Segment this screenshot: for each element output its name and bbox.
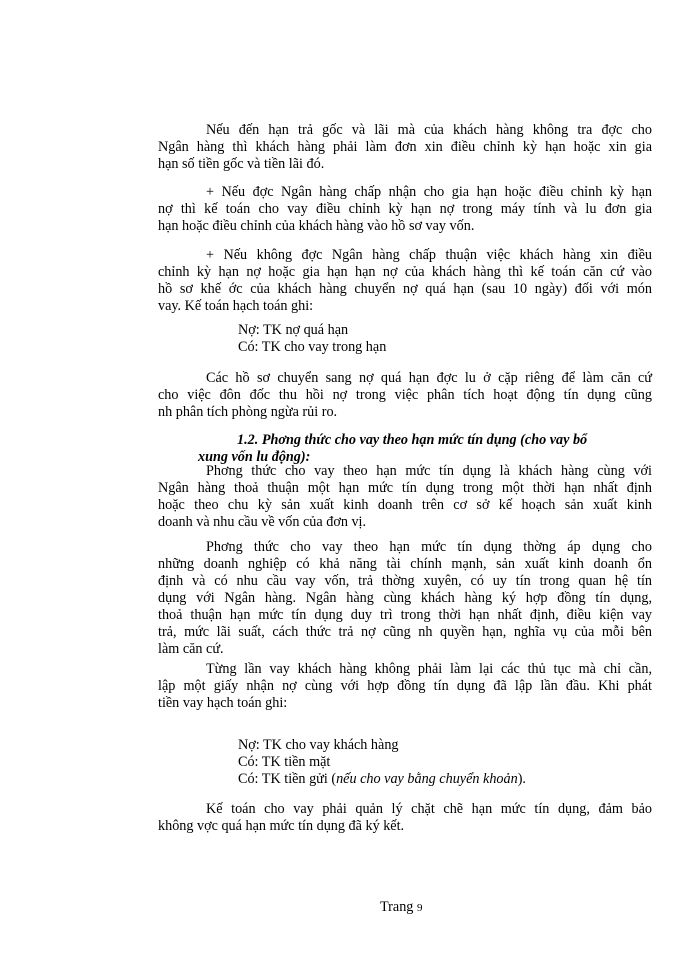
text-line: Phơng thức cho vay theo hạn mức tín dụng là khách hàng cùng với	[206, 463, 652, 479]
paragraph-if-approved	[158, 184, 652, 235]
page-number: 9	[416, 902, 423, 914]
text-line: doanh và nhu cầu về vốn của đơn vị.	[158, 514, 367, 530]
text-line: chỉnh kỳ hạn nợ hoặc gia hạn hạn nợ của khách hàng thì kế toán căn cứ vào	[158, 264, 652, 280]
text-line: dụng với Ngân hàng. Ngân hàng cùng khách hàng ký hợp đồng tín dụng,	[158, 590, 652, 606]
text-line: hoặc theo chu kỳ sản xuất kinh doanh trên cơ sở kế hoạch sản xuất kinh	[158, 497, 652, 513]
credit-line: Có: TK tiền mặt	[238, 754, 331, 770]
text-line: Ngân hàng thoả thuận một hạn mức tín dụng trong một thời hạn nhất định	[158, 480, 652, 496]
text-line: không vợc quá hạn mức tín dụng đã ký kết.	[158, 818, 405, 834]
text-line: Nếu đến hạn trả gốc và lãi mà của khách hàng không tra đợc cho	[206, 122, 652, 138]
accounting-entry-overdue	[238, 322, 386, 356]
section-heading	[158, 432, 652, 466]
credit-line	[238, 771, 526, 788]
text-line: nợ thì kế toán cho vay điều chỉnh kỳ hạn nợ trong máy tính và lu đơn gia	[158, 201, 652, 217]
text-line: làm căn cứ.	[158, 641, 224, 657]
text-line: hồ sơ khế ớc của khách hàng chuyển nợ quá hạn (sau 10 ngày) đối với món	[158, 281, 652, 297]
text-line: Ngân hàng thì khách hàng phải làm đơn xin điều chỉnh kỳ hạn hoặc xin gia	[158, 139, 652, 155]
text-line: định và có nhu cầu vay vốn, trả thờng xuyên, có uy tín trong quan hệ tín	[158, 573, 652, 589]
text-line: cho việc đôn đốc thu hồi nợ trong việc phân tích hoạt động tín dụng cũng	[158, 387, 652, 403]
paragraph-applicable-businesses	[158, 539, 652, 658]
paragraph-each-loan	[158, 661, 652, 712]
paragraph-if-not-approved	[158, 247, 652, 315]
heading-line: xung vốn lu động):	[198, 449, 311, 465]
text-line: Các hồ sơ chuyển sang nợ quá hạn đợc lu ở cặp riêng để làm căn cứ	[206, 370, 652, 386]
accounting-entry-disbursement	[238, 737, 526, 788]
text-line: thoả thuận hạn mức tín dụng duy trì trong thời hạn nhất định, điều kiện vay	[158, 607, 652, 623]
text-line: tiền vay hạch toán ghi:	[158, 695, 288, 711]
text-line: hạn hoặc điều chỉnh của khách hàng vào hồ sơ vay vốn.	[158, 218, 475, 234]
text-line: Kế toán cho vay phải quản lý chặt chẽ hạn mức tín dụng, đảm bảo	[206, 801, 652, 817]
text-line: Phơng thức cho vay theo hạn mức tín dụng thờng áp dụng cho	[206, 539, 652, 555]
text-line: Từng lần vay khách hàng không phải làm lại các thủ tục mà chỉ cần,	[206, 661, 652, 677]
text-line: lập một giấy nhận nợ cùng với hợp đồng tín dụng đã lập lần đầu. Khi phát	[158, 678, 652, 694]
text-line: + Nếu đợc Ngân hàng chấp nhận cho gia hạn hoặc điều chỉnh kỳ hạn	[206, 184, 652, 200]
paragraph-overdue-files	[158, 370, 652, 421]
credit-suffix: ).	[517, 771, 526, 787]
text-line: hạn số tiền gốc và tiền lãi đó.	[158, 156, 325, 172]
text-line: vay. Kế toán hạch toán ghi:	[158, 298, 314, 314]
credit-prefix: Có: TK tiền gửi (	[238, 771, 337, 787]
page-label: Trang	[380, 899, 414, 915]
paragraph-credit-line-method	[158, 463, 652, 531]
page-footer	[380, 899, 422, 916]
paragraph-overdue-intro	[158, 122, 652, 173]
text-line: những doanh nghiệp có khả năng tài chính mạnh, sản xuất kinh doanh ổn	[158, 556, 652, 572]
credit-line: Có: TK cho vay trong hạn	[238, 339, 387, 355]
heading-line: 1.2. Phơng thức cho vay theo hạn mức tín dụng (cho vay bổ	[237, 432, 588, 448]
debit-line: Nợ: TK nợ quá hạn	[238, 322, 349, 338]
text-line: trả, mức lãi suất, cách thức trả nợ cũng nh quyền hạn, nghĩa vụ của mỗi bên	[158, 624, 652, 640]
text-line: nh phân tích phòng ngừa rủi ro.	[158, 404, 338, 420]
paragraph-manage-limit	[158, 801, 652, 835]
text-line: + Nếu không đợc Ngân hàng chấp thuận việc khách hàng xin điều	[206, 247, 652, 263]
credit-note-italic: nếu cho vay bằng chuyển khoản	[336, 771, 518, 787]
debit-line: Nợ: TK cho vay khách hàng	[238, 737, 399, 753]
